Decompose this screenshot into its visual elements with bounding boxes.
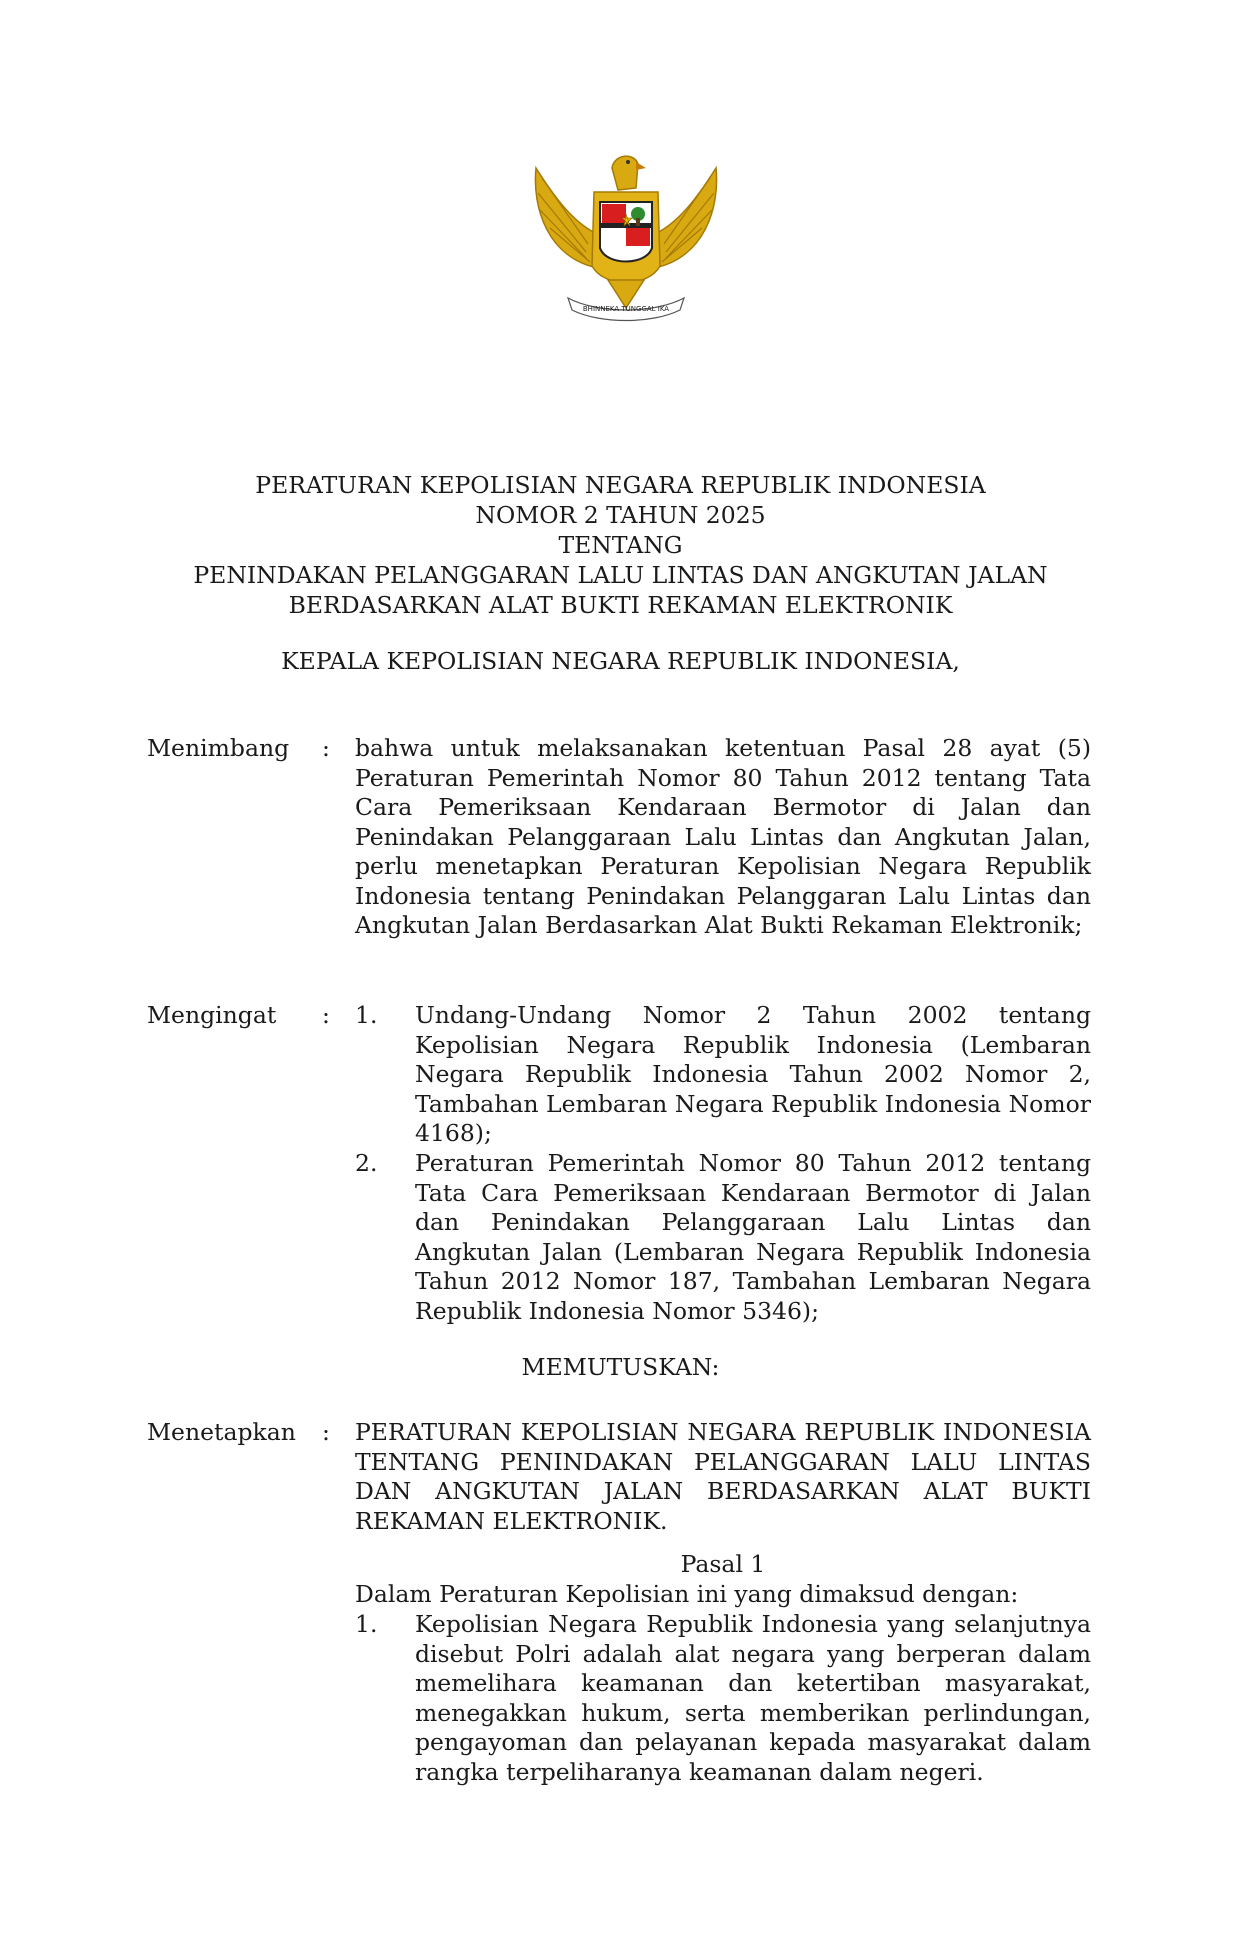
list-number: 1. <box>355 1001 378 1029</box>
issuer-title: KEPALA KEPOLISIAN NEGARA REPUBLIK INDONESIA, <box>281 647 960 675</box>
list-text: Undang-Undang Nomor 2 Tahun 2002 tentang Kepolisian Negara Republik Indonesia (Lembaran Negara Republik Indonesia Tahun 2002 Nomor 2, Tambahan Lembaran Negara Republik Indonesia Nomor 4168); <box>415 1001 1091 1147</box>
title-line-1: PERATURAN KEPOLISIAN NEGARA REPUBLIK INDONESIA <box>255 471 986 499</box>
menimbang-label: Menimbang <box>147 734 290 762</box>
emblem-motto: BHINNEKA TUNGGAL IKA <box>582 305 670 313</box>
title-line-2: NOMOR 2 TAHUN 2025 <box>475 501 766 529</box>
pasal-1-intro: Dalam Peraturan Kepolisian ini yang dimaksud dengan: <box>355 1580 1019 1608</box>
memutuskan-heading: MEMUTUSKAN: <box>521 1353 720 1381</box>
mengingat-colon: : <box>322 1001 330 1029</box>
menetapkan-colon: : <box>322 1418 330 1446</box>
menetapkan-text: PERATURAN KEPOLISIAN NEGARA REPUBLIK INDONESIA TENTANG PENINDAKAN PELANGGARAN LALU LINTAS DAN ANGKUTAN JALAN BERDASARKAN ALAT BUKTI REKAMAN ELEKTRONIK. <box>355 1418 1091 1535</box>
title-line-4: PENINDAKAN PELANGGARAN LALU LINTAS DAN ANGKUTAN JALAN <box>193 561 1048 589</box>
title-line-5: BERDASARKAN ALAT BUKTI REKAMAN ELEKTRONIK <box>288 591 953 619</box>
list-text: Peraturan Pemerintah Nomor 80 Tahun 2012 tentang Tata Cara Pemeriksaan Kendaraan Bermotor di Jalan dan Penindakan Pelanggaraan Lalu Lintas dan Angkutan Jalan (Lembaran Negara Republik Indonesia Tahun 2012 Nomor 187, Tambahan Lembaran Negara Republik Indonesia Nomor 5346); <box>415 1149 1091 1325</box>
menetapkan-label: Menetapkan <box>147 1418 296 1446</box>
list-number: 2. <box>355 1149 378 1177</box>
regulation-title <box>0 470 1241 620</box>
garuda-pancasila-emblem <box>528 148 724 330</box>
menimbang-colon: : <box>322 734 330 762</box>
title-line-3: TENTANG <box>558 531 683 559</box>
menimbang-text: bahwa untuk melaksanakan ketentuan Pasal 28 ayat (5) Peraturan Pemerintah Nomor 80 Tahun 2012 tentang Tata Cara Pemeriksaan Kendaraan Bermotor di Jalan dan Penindakan Pelanggaraan Lalu Lintas dan Angkutan Jalan, perlu menetapkan Peraturan Kepolisian Negara Republik Indonesia tentang Penindakan Pelanggaran Lalu Lintas dan Angkutan Jalan Berdasarkan Alat Bukti Rekaman Elektronik; <box>355 734 1091 939</box>
list-number: 1. <box>355 1610 378 1638</box>
pasal-1-title: Pasal 1 <box>680 1550 766 1578</box>
mengingat-label: Mengingat <box>147 1001 277 1029</box>
list-text: Kepolisian Negara Republik Indonesia yang selanjutnya disebut Polri adalah alat negara yang berperan dalam memelihara keamanan dan ketertiban masyarakat, menegakkan hukum, serta memberikan perlindungan, pengayoman dan pelayanan kepada masyarakat dalam rangka terpeliharanya keamanan dalam negeri. <box>415 1610 1091 1786</box>
